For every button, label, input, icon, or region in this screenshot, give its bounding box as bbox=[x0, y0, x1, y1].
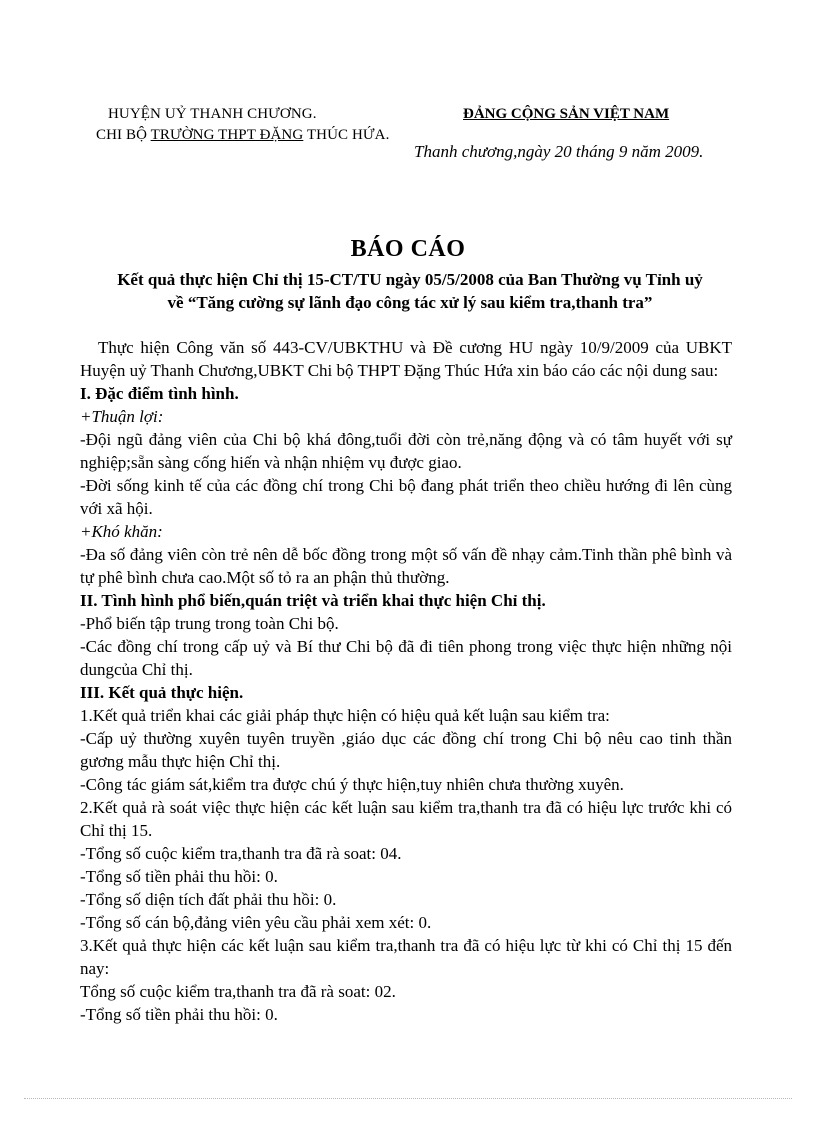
paragraph: Tổng số cuộc kiểm tra,thanh tra đã rà soat: 02. bbox=[80, 982, 396, 1001]
issuing-organization bbox=[96, 104, 426, 146]
party-cell bbox=[96, 125, 426, 146]
paragraph: -Cấp uỷ thường xuyên tuyên truyền ,giáo dục các đồng chí trong Chi bộ nêu cao tinh thần gương mẫu thực hiện Chỉ thị. bbox=[80, 729, 732, 771]
paragraph: -Tổng số cán bộ,đảng viên yêu cầu phải xem xét: 0. bbox=[80, 913, 432, 932]
paragraph: -Tổng số tiền phải thu hồi: 0. bbox=[80, 867, 278, 886]
paragraph: -Đời sống kinh tế của các đồng chí trong Chi bộ đang phát triển theo chiều hướng đi lên cùng với xã hội. bbox=[80, 476, 732, 518]
section-heading: III. Kết quả thực hiện. bbox=[80, 683, 244, 702]
paragraph: 2.Kết quả rà soát việc thực hiện các kết luận sau kiểm tra,thanh tra đã có hiệu lực trước khi có Chỉ thị 15. bbox=[80, 798, 732, 840]
district-committee: HUYỆN UỶ THANH CHƯƠNG. bbox=[108, 106, 317, 122]
paragraph: -Tổng số tiền phải thu hồi: 0. bbox=[80, 1005, 278, 1024]
paragraph: -Phổ biến tập trung trong toàn Chi bộ. bbox=[80, 614, 339, 633]
document-title: BÁO CÁO bbox=[350, 236, 466, 262]
subtitle-line-1: Kết quả thực hiện Chỉ thị 15-CT/TU ngày 05/5/2008 của Ban Thường vụ Tỉnh uỷ bbox=[117, 270, 703, 289]
section-heading: I. Đặc điểm tình hình. bbox=[80, 384, 239, 403]
paragraph: 3.Kết quả thực hiện các kết luận sau kiểm tra,thanh tra đã có hiệu lực từ khi có Chỉ thị 15 đến nay: bbox=[80, 936, 732, 978]
party-cell-school: TRƯỜNG THPT ĐẶNG bbox=[150, 127, 304, 143]
document-subtitle bbox=[80, 268, 740, 314]
paragraph: -Đội ngũ đảng viên của Chi bộ khá đông,tuổi đời còn trẻ,năng động và có tâm huyết với sự nghiệp;sẵn sàng cống hiến và nhận nhiệm vụ được giao. bbox=[80, 430, 732, 472]
page-bottom-rule bbox=[24, 1098, 792, 1099]
paragraph: 1.Kết quả triển khai các giải pháp thực hiện có hiệu quả kết luận sau kiểm tra: bbox=[80, 706, 610, 725]
subtitle-line-2: về “Tăng cường sự lãnh đạo công tác xử lý sau kiểm tra,thanh tra” bbox=[167, 293, 653, 312]
paragraph: -Các đồng chí trong cấp uỷ và Bí thư Chi bộ đã đi tiên phong trong việc thực hiện những nội dungcủa Chỉ thị. bbox=[80, 637, 732, 679]
paragraph: -Tổng số diện tích đất phải thu hồi: 0. bbox=[80, 890, 337, 909]
report-body bbox=[80, 336, 732, 1026]
section-heading: II. Tình hình phổ biến,quán triệt và triển khai thực hiện Chỉ thị. bbox=[80, 591, 546, 610]
party-name: ĐẢNG CỘNG SẢN VIỆT NAM bbox=[463, 106, 670, 122]
sub-heading: +Thuận lợi: bbox=[80, 407, 164, 426]
party-cell-suffix: THÚC HỨA. bbox=[303, 127, 390, 143]
paragraph: -Đa số đảng viên còn trẻ nên dễ bốc đồng trong một số vấn đề nhạy cảm.Tinh thần phê bình và tự phê bình chưa cao.Một số tỏ ra an phận thủ thường. bbox=[80, 545, 732, 587]
intro-paragraph: Thực hiện Công văn số 443-CV/UBKTHU và Đề cương HU ngày 10/9/2009 của UBKT Huyện uỷ Thanh Chương,UBKT Chi bộ THPT Đặng Thúc Hứa xin báo cáo các nội dung sau: bbox=[80, 338, 732, 380]
paragraph: -Tổng số cuộc kiểm tra,thanh tra đã rà soat: 04. bbox=[80, 844, 402, 863]
party-cell-prefix: CHI BỘ bbox=[96, 127, 151, 143]
sub-heading: +Khó khăn: bbox=[80, 522, 163, 541]
date-line: Thanh chương,ngày 20 tháng 9 năm 2009. bbox=[414, 142, 704, 161]
paragraph: -Công tác giám sát,kiểm tra được chú ý thực hiện,tuy nhiên chưa thường xuyên. bbox=[80, 775, 624, 794]
